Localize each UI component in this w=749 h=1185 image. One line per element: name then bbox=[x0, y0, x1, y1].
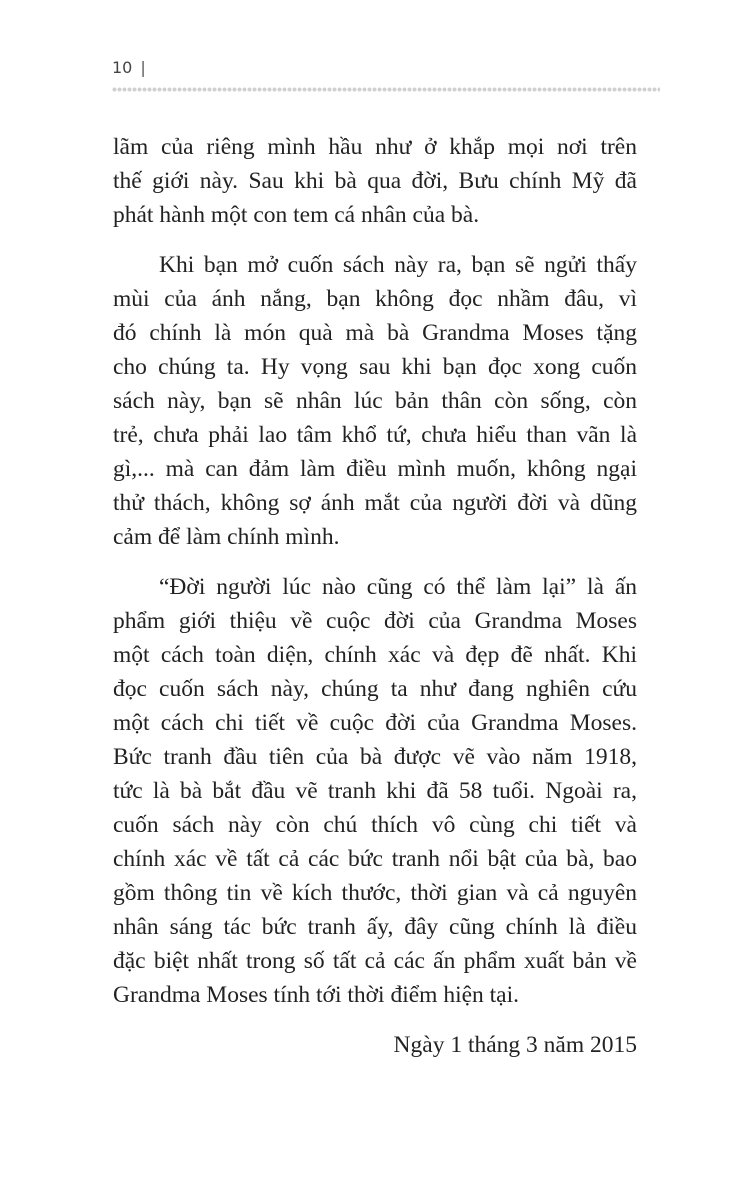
text-line: phẩm giới thiệu về cuộc đời của Grandma Moses bbox=[113, 608, 637, 634]
text-line: “Đời người lúc nào cũng có thể làm lại” là ấn bbox=[159, 574, 637, 600]
text-line: Grandma Moses tính tới thời điểm hiện tại. bbox=[113, 982, 520, 1008]
paragraph bbox=[113, 248, 637, 554]
text-line: đặc biệt nhất trong số tất cả các ấn phẩm xuất bản về bbox=[113, 948, 637, 974]
text-line: nhân sáng tác bức tranh ấy, đây cũng chính là điều bbox=[113, 914, 637, 940]
page-number: 10 bbox=[112, 58, 133, 77]
text-line: sách này, bạn sẽ nhân lúc bản thân còn sống, còn bbox=[113, 388, 637, 414]
text-line: đó chính là món quà mà bà Grandma Moses tặng bbox=[113, 320, 637, 346]
text-line: Bức tranh đầu tiên của bà được vẽ vào năm 1918, bbox=[113, 744, 637, 770]
text-line: cho chúng ta. Hy vọng sau khi bạn đọc xong cuốn bbox=[113, 354, 637, 380]
text-line: một cách toàn diện, chính xác và đẹp đẽ nhất. Khi bbox=[113, 642, 637, 668]
text-line: lãm của riêng mình hầu như ở khắp mọi nơi trên bbox=[113, 134, 637, 160]
text-line: mùi của ánh nắng, bạn không đọc nhầm đâu, vì bbox=[113, 286, 637, 312]
text-line: thử thách, không sợ ánh mắt của người đời và dũng bbox=[113, 490, 637, 516]
text-line: gì,... mà can đảm làm điều mình muốn, không ngại bbox=[113, 456, 637, 482]
paragraph bbox=[113, 130, 637, 232]
text-line: tức là bà bắt đầu vẽ tranh khi đã 58 tuổi. Ngoài ra, bbox=[113, 778, 637, 804]
text-line: thế giới này. Sau khi bà qua đời, Bưu chính Mỹ đã bbox=[113, 168, 637, 194]
header-separator: | bbox=[140, 58, 146, 77]
text-line: Khi bạn mở cuốn sách này ra, bạn sẽ ngửi thấy bbox=[159, 252, 637, 278]
dotted-divider bbox=[112, 87, 660, 92]
paragraph bbox=[113, 570, 637, 1012]
page-header bbox=[112, 58, 146, 77]
text-line: trẻ, chưa phải lao tâm khổ tứ, chưa hiểu than vãn là bbox=[113, 422, 637, 448]
text-line: cuốn sách này còn chú thích vô cùng chi tiết và bbox=[113, 812, 637, 838]
text-line: phát hành một con tem cá nhân của bà. bbox=[113, 202, 480, 228]
text-line: một cách chi tiết về cuộc đời của Grandma Moses. bbox=[113, 710, 637, 736]
page-body bbox=[113, 130, 637, 1062]
text-line: cảm để làm chính mình. bbox=[113, 524, 340, 550]
text-line: chính xác về tất cả các bức tranh nổi bật của bà, bao bbox=[113, 846, 637, 872]
text-line: gồm thông tin về kích thước, thời gian và cả nguyên bbox=[113, 880, 637, 906]
text-line: đọc cuốn sách này, chúng ta như đang nghiên cứu bbox=[113, 676, 637, 702]
date-signature: Ngày 1 tháng 3 năm 2015 bbox=[393, 1032, 637, 1058]
